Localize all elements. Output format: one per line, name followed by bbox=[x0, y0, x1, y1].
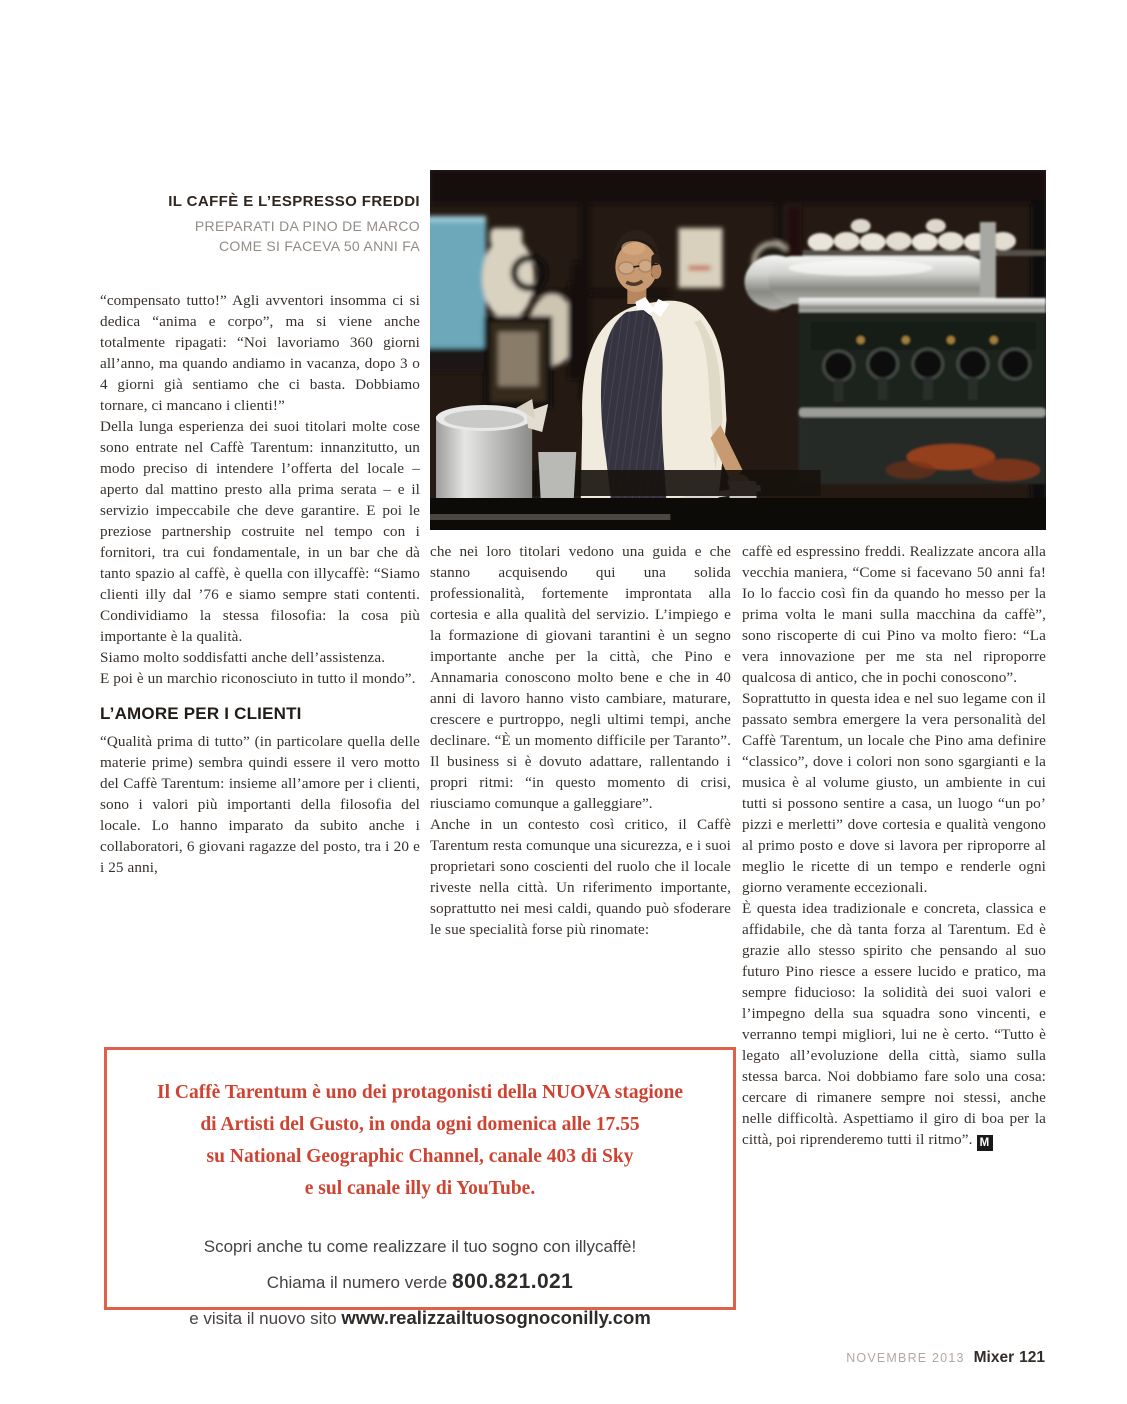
promo-call-line bbox=[117, 1264, 723, 1300]
issue-date: NOVEMBRE 2013 bbox=[846, 1351, 965, 1365]
page-number: 121 bbox=[1019, 1349, 1045, 1366]
promo-visit-prefix: e visita il nuovo sito bbox=[189, 1309, 342, 1328]
photo-caption bbox=[100, 193, 420, 256]
paragraph: “Qualità prima di tutto” (in particolare quella delle materie prime) sembra quindi essere il vero motto del Caffè Tarentum: insieme all’amore per i clienti, sono i valori più importanti della filosofia del locale. Lo hanno imparato da subito anche i collaboratori, 6 giovani ragazze del posto, tra i 20 e i 25 anni, bbox=[100, 733, 420, 876]
promo-red-line: di Artisti del Gusto, in onda ogni domenica alle 17.55 bbox=[200, 1114, 640, 1135]
paragraph: Della lunga esperienza dei suoi titolari molte cose sono entrate nel Caffè Tarentum: innanzitutto, un modo preciso di intendere l’offerta del locale – aperto dal mattino presto alla prima serata – e il servizio impeccabile che deve garantire. E poi le preziose partnership costruite nel tempo con i fornitori, tra cui fondamentale, in un bar che dà tanto spazio al caffè, è quella con illycaffè: “Siamo clienti illy dal ’76 e siamo sempre stati contenti. Condividiamo la stessa filosofia: la cosa più importante è la qualità. bbox=[100, 418, 420, 645]
promo-box bbox=[104, 1047, 736, 1328]
barista-photo-illustration bbox=[430, 170, 1046, 530]
paragraph: E poi è un marchio riconosciuto in tutto il mondo”. bbox=[100, 670, 416, 687]
text-column-3 bbox=[742, 541, 1046, 1151]
photo-caption-line: PREPARATI DA PINO DE MARCO bbox=[194, 218, 420, 234]
promo-red-line: e sul canale illy di YouTube. bbox=[304, 1178, 536, 1199]
promo-discover-line: Scopri anche tu come realizzare il tuo sogno con illycaffè! bbox=[203, 1237, 637, 1256]
paragraph bbox=[742, 898, 1046, 1151]
text-column-1 bbox=[100, 290, 420, 878]
paragraph: Anche in un contesto così critico, il Caffè Tarentum resta comunque una sicurezza, e i suoi proprietari sono coscienti del ruolo che il locale riveste nella città. Un riferimento importante, soprattutto nei mesi caldi, quando può sfoderare le sue specialità forse più rinomate: bbox=[430, 816, 731, 938]
article-photo bbox=[430, 170, 1046, 530]
paragraph: caffè ed espressino freddi. Realizzate ancora alla vecchia maniera, “Come si facevano 50 anni fa! Io lo faccio così fin da quando ho messo per la prima volta le mani sulla macchina da caffè”, sono riscoperte di cui Pino va molto fiero: “La vera innovazione per me sta nel riproporre qualcosa di antico, che in pochi conoscono”. bbox=[742, 543, 1046, 686]
promo-call-prefix: Chiama il numero verde bbox=[266, 1273, 452, 1292]
phone-number: 800.821.021 bbox=[452, 1270, 574, 1293]
paragraph-text: È questa idea tradizionale e concreta, classica e affidabile, che dà tanta forza al Tarentum. Ed è grazie allo stesso spirito che pensando al suo futuro Pino riesce a essere lucido e pratico, ma sempre fiducioso: la solidità dei suoi valori e l’impegno della sua squadra sono vincenti, e verranno tempi migliori, lui ne è certo. “Tutto è legato all’evoluzione della città, siamo sulla stessa barca. Noi dobbiamo fare solo una cosa: cercare di rimanere sempre noi stessi, anche nelle difficoltà. Aspettiamo il giro di boa per la città, poi riprenderemo tutti il ritmo”. bbox=[742, 900, 1046, 1148]
page-footer bbox=[846, 1349, 1045, 1367]
text-column-2 bbox=[430, 541, 731, 940]
promo-gray-block bbox=[117, 1229, 723, 1336]
end-of-article-marker: M bbox=[977, 1135, 993, 1151]
paragraph: Soprattutto in questa idea e nel suo legame con il passato sembra emergere la vera personalità del Caffè Tarentum, un locale che Pino ama definire “classico”, dove i colori non sono sgargianti e la musica è al volume giusto, un ambiente in cui tutti si possono sentire a casa, un luogo “un po’ pizzi e merletti” dove cortesia e qualità vengono al primo posto e dove si lavora per riproporre al meglio le ricette di un tempo e renderle ogni giorno veramente eccezionali. bbox=[742, 690, 1046, 896]
paragraph: “compensato tutto!” Agli avventori insomma ci si dedica “anima e corpo”, ma si viene anche totalmente ripagati: “Noi lavoriamo 360 giorni all’anno, ma quando andiamo in vacanza, dopo 3 o 4 giorni già sentiamo che ci basta. Dobbiamo tornare, ci mancano i clienti!” bbox=[100, 292, 420, 414]
promo-red-line: su National Geographic Channel, canale 403 di Sky bbox=[206, 1146, 634, 1167]
photo-caption-title: IL CAFFÈ E L’ESPRESSO FREDDI bbox=[168, 193, 420, 210]
website-url: www.realizzailtuosognoconilly.com bbox=[341, 1307, 651, 1328]
promo-visit-line bbox=[117, 1300, 723, 1336]
paragraph: Siamo molto soddisfatti anche dell’assistenza. bbox=[100, 649, 386, 666]
section-heading: L’AMORE PER I CLIENTI bbox=[100, 704, 302, 723]
paragraph: che nei loro titolari vedono una guida e che stanno acquisendo qui una solida professionalità, fortemente improntata alla cortesia e alla qualità del servizio. L’impiego e la formazione di giovani tarantini è un segno importante anche per la città, che Pino e Annamaria conoscono molto bene e che in 40 anni di lavoro hanno visto cambiare, maturare, crescere e purtroppo, negli ultimi tempi, anche declinare. “È un momento difficile per Taranto”. Il business si è dovuto adattare, rallentando i propri ritmi: “in questo momento di crisi, riusciamo comunque a galleggiare”. bbox=[430, 543, 731, 812]
photo-caption-line: COME SI FACEVA 50 ANNI FA bbox=[219, 238, 420, 254]
magazine-name: Mixer bbox=[973, 1349, 1015, 1366]
promo-red-line: Il Caffè Tarentum è uno dei protagonisti della NUOVA stagione bbox=[156, 1082, 683, 1103]
